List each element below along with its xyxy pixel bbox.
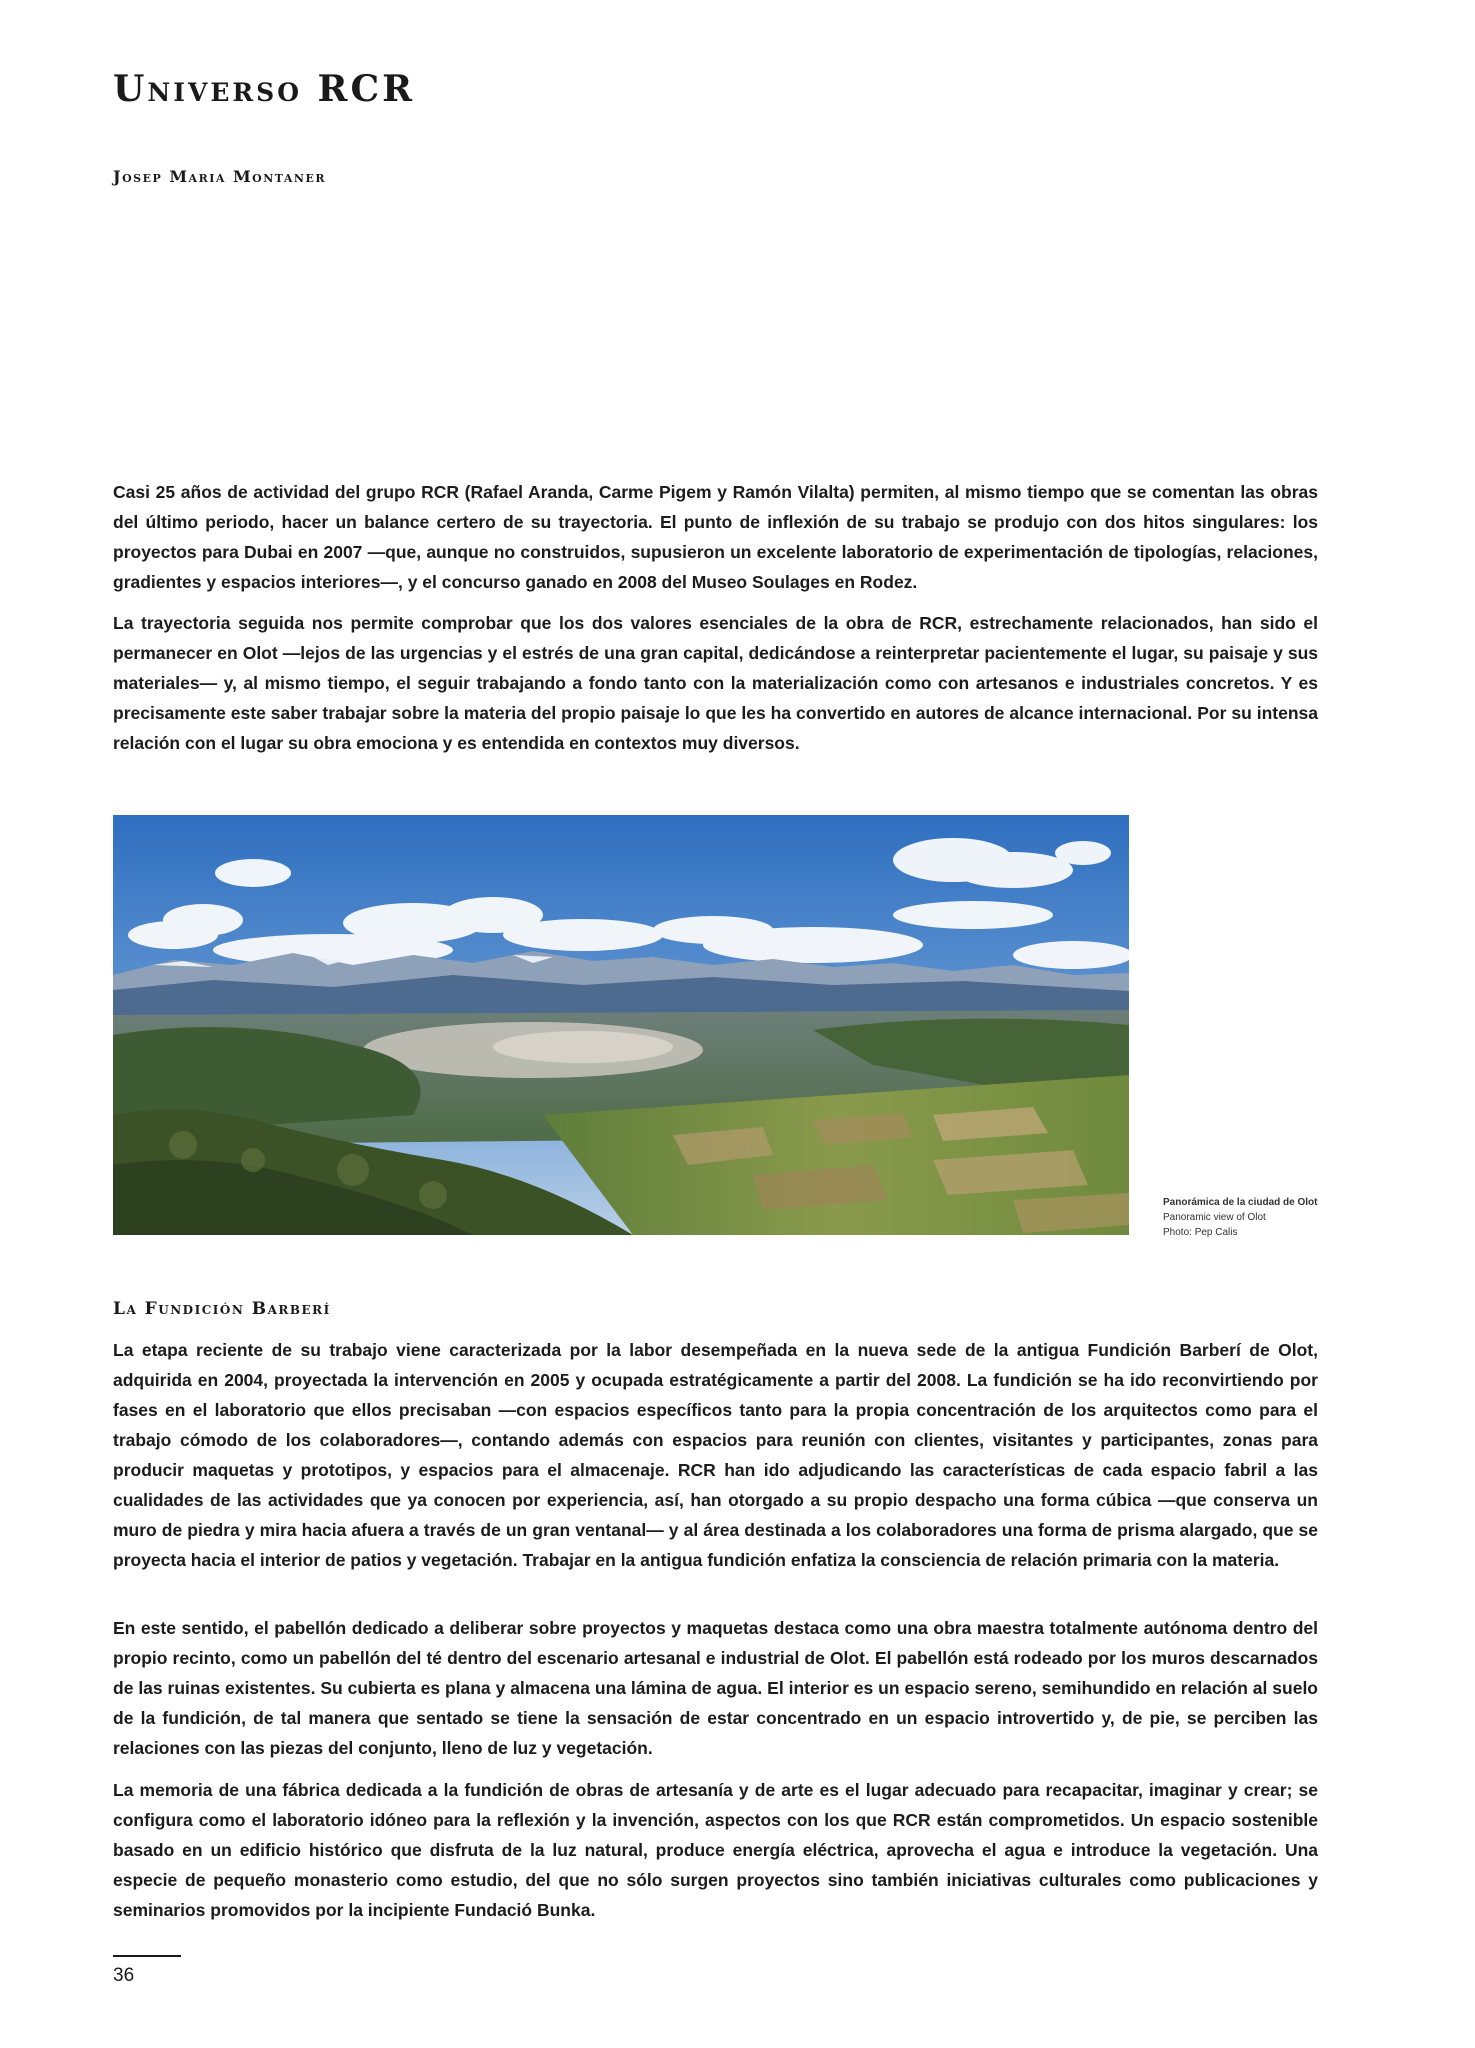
caption-english: Panoramic view of Olot	[1163, 1212, 1266, 1223]
section-paragraph-1: La etapa reciente de su trabajo viene caracterizada por la labor desempeñada en la nueva sede de la antigua Fundición Barberí de Olot, adquirida en 2004, proyectada la intervención en 2005 y ocupada estratégicamente a partir del 2008. La fundición se ha ido reconvirtiendo por fases en el laboratorio que ellos precisaban —con espacios específicos tanto para la propia concentración de los arquitectos como para el trabajo cómodo de los colaboradores—, contando además con espacios para reunión con clientes, visitantes y participantes, zonas para producir maquetas y prototipos, y espacios para el almacenaje. RCR han ido adjudicando las características de cada espacio fabril a las cualidades de las actividades que ya conocen por experiencia, así, han otorgado a su propio despacho una forma cúbica —que conserva un muro de piedra y mira hacia afuera a través de un gran ventanal— y al área destinada a los colaboradores una forma de prisma alargado, que se proyecta hacia el interior de patios y vegetación. Trabajar en la antigua fundición enfatiza la consciencia de relación primaria con la materia.	[113, 1340, 1318, 1570]
article-title: Universo RCR	[113, 68, 416, 110]
article-author: Josep Maria Montaner	[113, 167, 327, 186]
olot-panorama-photo	[113, 815, 1129, 1235]
intro-paragraph-1: Casi 25 años de actividad del grupo RCR (Rafael Aranda, Carme Pigem y Ramón Vilalta) permiten, al mismo tiempo que se comentan las obras del último periodo, hacer un balance certero de su trayectoria. El punto de inflexión de su trabajo se produjo con dos hitos singulares: los proyectos para Dubai en 2007 —que, aunque no construidos, supusieron un excelente laboratorio de experimentación de tipologías, relaciones, gradientes y espacios interiores—, y el concurso ganado en 2008 del Museo Soulages en Rodez.	[113, 482, 1318, 592]
photo-credit: Photo: Pep Calis	[1163, 1227, 1238, 1238]
page-number-rule	[113, 1955, 181, 1957]
page-number: 36	[113, 1965, 135, 1986]
section-heading: La Fundición Barberí	[113, 1299, 331, 1319]
section-paragraph-2: En este sentido, el pabellón dedicado a deliberar sobre proyectos y maquetas destaca como una obra maestra totalmente autónoma dentro del propio recinto, como un pabellón del té dentro del escenario artesanal e industrial de Olot. El pabellón está rodeado por los muros descarnados de las ruinas existentes. Su cubierta es plana y almacena una lámina de agua. El interior es un espacio sereno, semihundido en relación al suelo de la fundición, de tal manera que sentado se tiene la sensación de estar concentrado en un espacio introvertido y, de pie, se perciben las relaciones con las piezas del conjunto, lleno de luz y vegetación.	[113, 1618, 1318, 1758]
intro-paragraph-2: La trayectoria seguida nos permite comprobar que los dos valores esenciales de la obra de RCR, estrechamente relacionados, han sido el permanecer en Olot —lejos de las urgencias y el estrés de una gran capital, dedicándose a reinterpretar pacientemente el lugar, su paisaje y sus materiales— y, al mismo tiempo, el seguir trabajando a fondo tanto con la materialización como con artesanos e industriales concretos. Y es precisamente este saber trabajar sobre la materia del propio paisaje lo que les ha convertido en autores de alcance internacional. Por su intensa relación con el lugar su obra emociona y es entendida en contextos muy diversos.	[113, 613, 1318, 753]
caption-spanish: Panorámica de la ciudad de Olot	[1163, 1197, 1318, 1208]
section-paragraph-3: La memoria de una fábrica dedicada a la fundición de obras de artesanía y de arte es el lugar adecuado para recapacitar, imaginar y crear; se configura como el laboratorio idóneo para la reflexión y la invención, aspectos con los que RCR están comprometidos. Un espacio sostenible basado en un edificio histórico que disfruta de la luz natural, produce energía eléctrica, aprovecha el agua e introduce la vegetación. Una especie de pequeño monasterio como estudio, del que no sólo surgen proyectos sino también iniciativas culturales como publicaciones y seminarios promovidos por la incipiente Fundació Bunka.	[113, 1780, 1318, 1920]
photo-caption	[1163, 1195, 1403, 1240]
